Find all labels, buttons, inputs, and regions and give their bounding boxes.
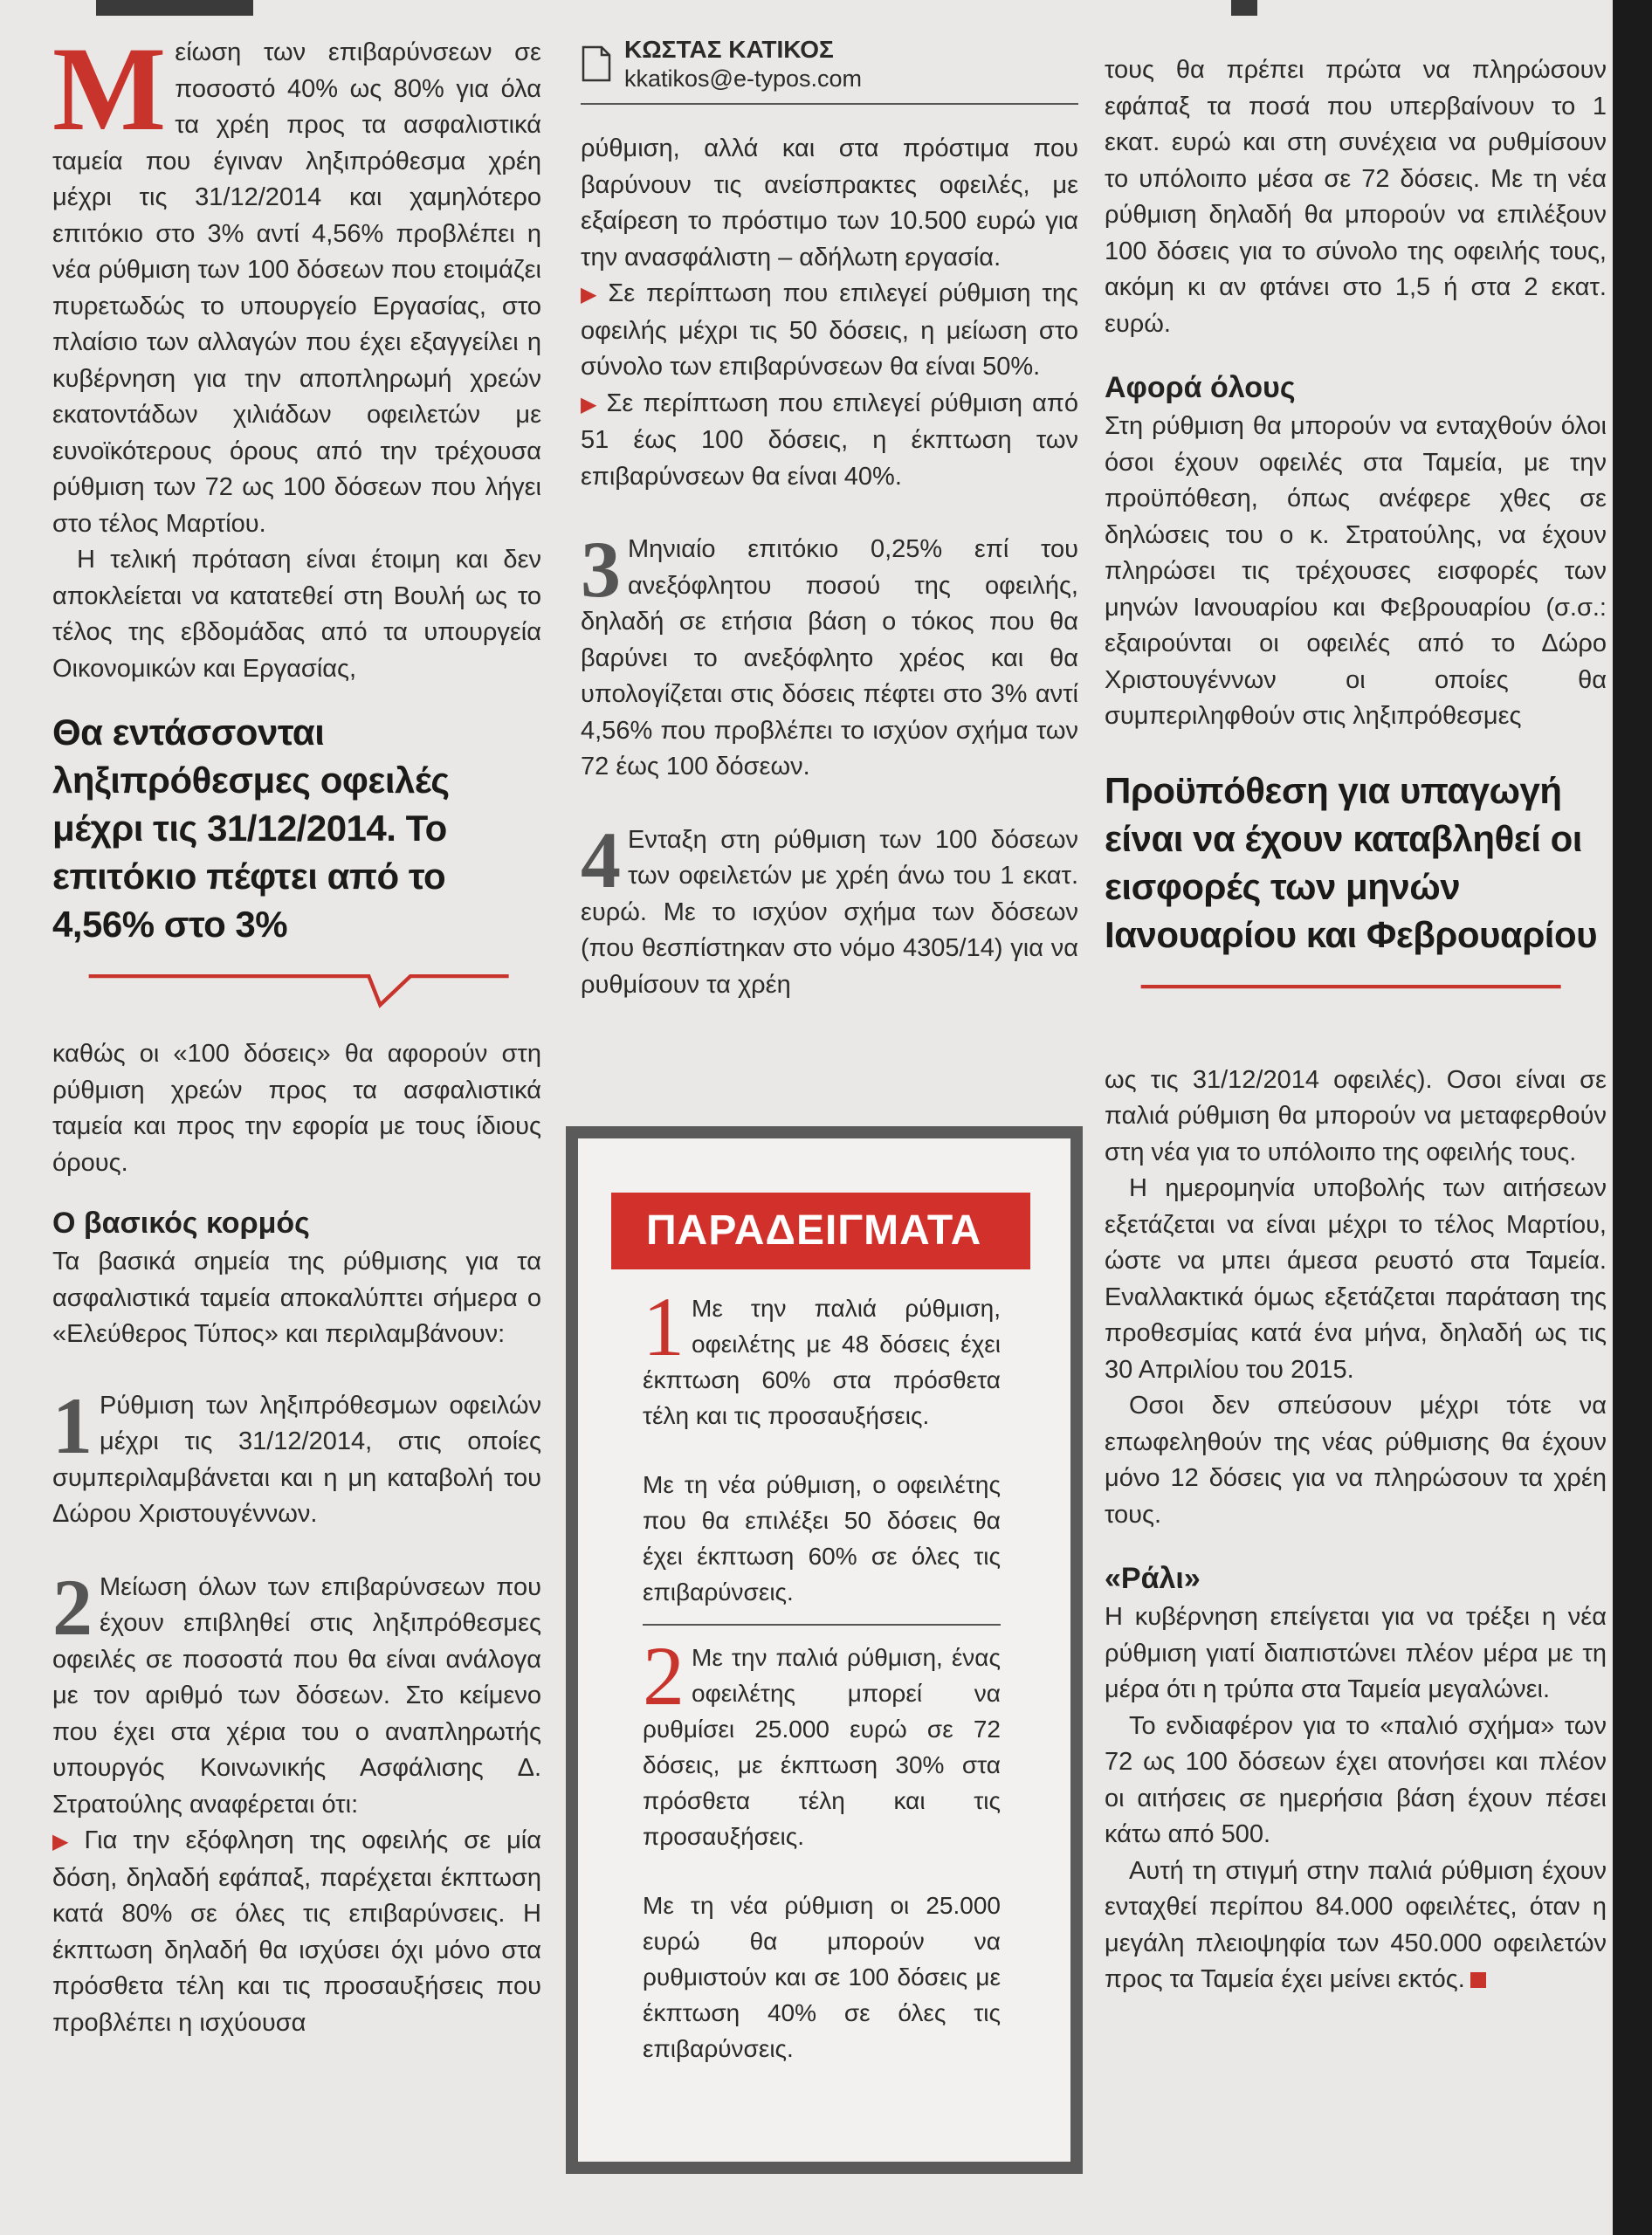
triangle-bullet-icon: ▶ [581,283,602,306]
bullet-text: Για την εξόφληση της οφειλής σε μία δόση, δηλαδή εφάπαξ, παρέχεται έκπτωση κατά 80% σε όλες τις επιβαρύνσεις. Η έκπτωση δηλαδή θα ισχύσει όχι μόνο στα πρόσθετα τέλη και τις προσαυξήσεις που προβλέπει η ισχύουσα [52,1826,541,2037]
item-text: Ενταξη στη ρύθμιση των 100 δόσεων των οφειλετών με χρέη άνω του 1 εκατ. ευρώ. Με το ισχύον σχήμα των δόσεων (που θεσπίστηκαν στο νόμο 4305/14) για να ρυθμίσουν τα χρέη [581,825,1078,999]
examples-box [566,1126,1083,2174]
paragraph-text: Αυτή τη στιγμή στην παλιά ρύθμιση έχουν ενταχθεί περίπου 84.000 οφειλέτες, όταν η μεγάλη πλειοψηφία των 450.000 οφειλετών προς τα Ταμεία έχει μείνει εκτός. [1105,1856,1607,1993]
top-bar-fragment-right [1231,0,1257,16]
callout-pointer [52,966,541,1011]
triangle-bullet-icon: ▶ [52,1830,78,1853]
column-1 [52,22,541,2041]
paragraph: καθώς οι «100 δόσεις» θα αφορούν στη ρύθμιση χρεών προς τα ασφαλιστικά ταμεία και προς την εφορία με τους ίδιους όρους. [52,1040,541,1177]
author-byline [581,35,1078,105]
paragraph: Η κυβέρνηση επείγεται για να τρέξει η νέα ρύθμιση γιατί διαπιστώνει πλέον μέρα με τη μέρα ότι η τρύπα στα Ταμεία μεγαλώνει. [1105,1603,1607,1703]
numbered-item [581,525,1078,786]
example-item [643,1280,1001,1434]
numbered-item [52,1380,541,1533]
lead-paragraph [52,22,541,542]
example-item [643,1629,1001,1854]
examples-content [611,1269,1030,2067]
top-bar-fragment-left [96,0,253,16]
pull-quote: Προϋπόθεση για υπαγωγή είναι να έχουν καταβληθεί οι εισφορές των μηνών Ιανουαρίου και Φεβρουαρίου [1105,769,1598,955]
pull-quote: Θα εντάσσονται ληξιπρόθεσμες οφειλές μέχρι τις 31/12/2014. Το επιτόκιο πέφτει από το 4,56% στο 3% [52,712,450,945]
document-icon [581,45,612,83]
paragraph: Η τελική πρόταση είναι έτοιμη και δεν αποκλείεται να κατατεθεί στη Βουλή ως το τέλος της εβδομάδας από τα υπουργεία Οικονομικών και Εργασίας, [52,546,541,683]
triangle-bullet-icon: ▶ [581,392,600,416]
example-text: Με την παλιά ρύθμιση, ένας οφειλέτης μπορεί να ρυθμίσει 25.000 ευρώ σε 72 δόσεις, με έκπτωση 30% στα πρόσθετα τέλη και τις προσαυξήσεις. [643,1644,1001,1850]
numbered-item [52,1562,541,1824]
examples-box-inner [611,1193,1030,2067]
divider [643,1624,1001,1626]
bullet-item [581,276,1078,386]
end-mark-icon [1470,1972,1486,1988]
paragraph: τους θα πρέπει πρώτα να πληρώσουν εφάπαξ τα ποσά που υπερβαίνουν το 1 εκατ. ευρώ και στη συνέχεια να ρυθμίσουν το υπόλοιπο μέσα σε 72 δόσεις. Με τη νέα ρύθμιση δηλαδή θα μπορούν να επιλέξουν 100 δόσεις για το σύνολο της οφειλής τους, ακόμη κι αν φτάνει στο 1,5 ή στα 2 εκατ. ευρώ. [1105,56,1607,338]
page-edge-shadow [1613,0,1652,2235]
item-text: Μηνιαίο επιτόκιο 0,25% επί του ανεξόφλητου ποσού της οφειλής, δηλαδή σε ετήσια βάση ο τόκος που θα βαρύνει το ανεξόφλητο χρέος και θα υπολογίζεται στις δόσεις πέφτει στο 3% αντί 4,56% που προβλέπει το ισχύον σχήμα των 72 έως 100 δόσεων. [581,535,1078,781]
item-number: 3 [581,525,621,614]
subhead: Αφορά όλους [1105,371,1296,404]
paragraph: Η ημερομηνία υποβολής των αιτήσεων εξετάζεται να είναι μέχρι το τέλος Μαρτίου, ώστε να μπει άμεσα ρευστό στα Ταμεία. Εναλλακτικά όμως εξετάζεται παράταση της προθεσμίας κατά ένα μήνα, δηλαδή ως τις 30 Απριλίου του 2015. [1105,1174,1607,1384]
subhead: «Ράλι» [1105,1562,1201,1595]
item-number: 2 [52,1562,93,1652]
paragraph: ως τις 31/12/2014 οφειλές). Οσοι είναι σε παλιά ρύθμιση θα μπορούν να μεταφερθούν στη νέα για το υπόλοιπο της οφειλής τους. [1105,1065,1607,1166]
numbered-item [581,815,1078,1004]
paragraph: Τα βασικά σημεία της ρύθμισης για τα ασφαλιστικά ταμεία αποκαλύπτει σήμερα ο «Ελεύθερος Τύπος» και περιλαμβάνουν: [52,1248,541,1348]
subhead: Ο βασικός κορμός [52,1207,310,1240]
item-number: 4 [581,815,621,904]
example-number: 2 [643,1629,685,1723]
bullet-text: Σε περίπτωση που επιλεγεί ρύθμιση της οφειλής μέχρι τις 50 δόσεις, η μείωση στο σύνολο των επιβαρύνσεων θα είναι 50%. [581,279,1078,381]
drop-cap: Μ [52,22,167,155]
callout-pointer [1105,976,1593,1021]
examples-title: ΠΑΡΑΔΕΙΓΜΑΤΑ [611,1193,1030,1269]
item-text: Μείωση όλων των επιβαρύνσεων που έχουν επιβληθεί στις ληξιπρόθεσμες οφειλές σε ποσοστά που θα είναι ανάλογα με τον αριθμό των δόσεων. Στο κείμενο που έχει στα χέρια του ο αναπληρωτής υπουργός Κοινωνικής Ασφάλισης Δ. Στρατούλης αναφέρεται ότι: [52,1572,541,1819]
bullet-item [581,386,1078,496]
bullet-item [52,1823,541,2041]
paragraph: Οσοι δεν σπεύσουν μέχρι τότε να επωφεληθούν της νέας ρύθμισης θα έχουν μόνο 12 δόσεις για να πληρώσουν τα χρέη τους. [1105,1392,1607,1529]
bullet-text: Σε περίπτωση που επιλεγεί ρύθμιση από 51 έως 100 δόσεις, η έκπτωση των επιβαρύνσεων θα είναι 40%. [581,389,1078,491]
paragraph [1105,1853,1607,1998]
example-text: Με την παλιά ρύθμιση, οφειλέτης με 48 δόσεις έχει έκπτωση 60% στα πρόσθετα τέλη και τις προσαυξήσεις. [643,1295,1001,1429]
author-email[interactable]: kkatikos@e-typos.com [624,65,862,92]
example-number: 1 [643,1280,685,1373]
item-text: Ρύθμιση των ληξιπρόθεσμων οφειλών μέχρι τις 31/12/2014, στις οποίες συμπεριλαμβάνεται και η μη καταβολή του Δώρου Χριστουγέννων. [52,1391,541,1528]
author-name: ΚΩΣΤΑΣ ΚΑΤΙΚΟΣ [624,36,834,63]
paragraph: ρύθμιση, αλλά και στα πρόστιμα που βαρύνουν τις ανείσπρακτες οφειλές, με εξαίρεση το πρόστιμο των 10.500 ευρώ για την ανασφάλιστη – αδήλωτη εργασία. [581,134,1078,272]
item-number: 1 [52,1380,93,1470]
example-text: Με τη νέα ρύθμιση οι 25.000 ευρώ θα μπορούν να ρυθμιστούν και σε 100 δόσεις με έκπτωση 40% σε όλες τις επιβαρύνσεις. [643,1892,1001,2062]
example-text: Με τη νέα ρύθμιση, ο οφειλέτης που θα επιλέξει 50 δόσεις θα έχει έκπτωση 60% σε όλες τις επιβαρύνσεις. [643,1471,1001,1606]
column-2 [581,35,1078,1003]
paragraph: Στη ρύθμιση θα μπορούν να ενταχθούν όλοι όσοι έχουν οφειλές στα Ταμεία, με την προϋπόθεση, όπως ανέφερε χθες σε δηλώσεις του ο κ. Στρατούλης, να έχουν πληρώσει τις τρέχουσες εισφορές των μηνών Ιανουαρίου και Φεβρουαρίου (σ.σ.: εξαιρούνται οι οφειλές από το Δώρο Χριστουγέννων οι οποίες θα συμπεριληφθούν στις ληξιπρόθεσμες [1105,412,1607,730]
column-3 [1105,52,1607,1998]
lead-text: είωση των επιβαρύνσεων σε ποσοστό 40% ως 80% για όλα τα χρέη προς τα ασφαλιστικά ταμεία που έγιναν ληξιπρόθεσμα χρέη μέχρι τις 31/12/2014 και χαμηλότερο επιτόκιο στο 3% αντί 4,56% προβλέπει η νέα ρύθμιση των 100 δόσεων που ετοιμάζει πυρετωδώς το υπουργείο Εργασίας, στο πλαίσιο των αλλαγών που έχει εξαγγείλει η κυβέρνηση για την αποπληρωμή χρεών εκατοντάδων χιλιάδων οφειλετών με ευνοϊκότερους όρους από την τρέχουσα ρύθμιση των 72 ως 100 δόσεων που λήγει στο τέλος Μαρτίου. [52,38,541,538]
paragraph: Το ενδιαφέρον για το «παλιό σχήμα» των 72 ως 100 δόσεων έχει ατονήσει και πλέον οι αιτήσεις σε ημερήσια βάση έχουν πέσει κάτω από 500. [1105,1711,1607,1848]
